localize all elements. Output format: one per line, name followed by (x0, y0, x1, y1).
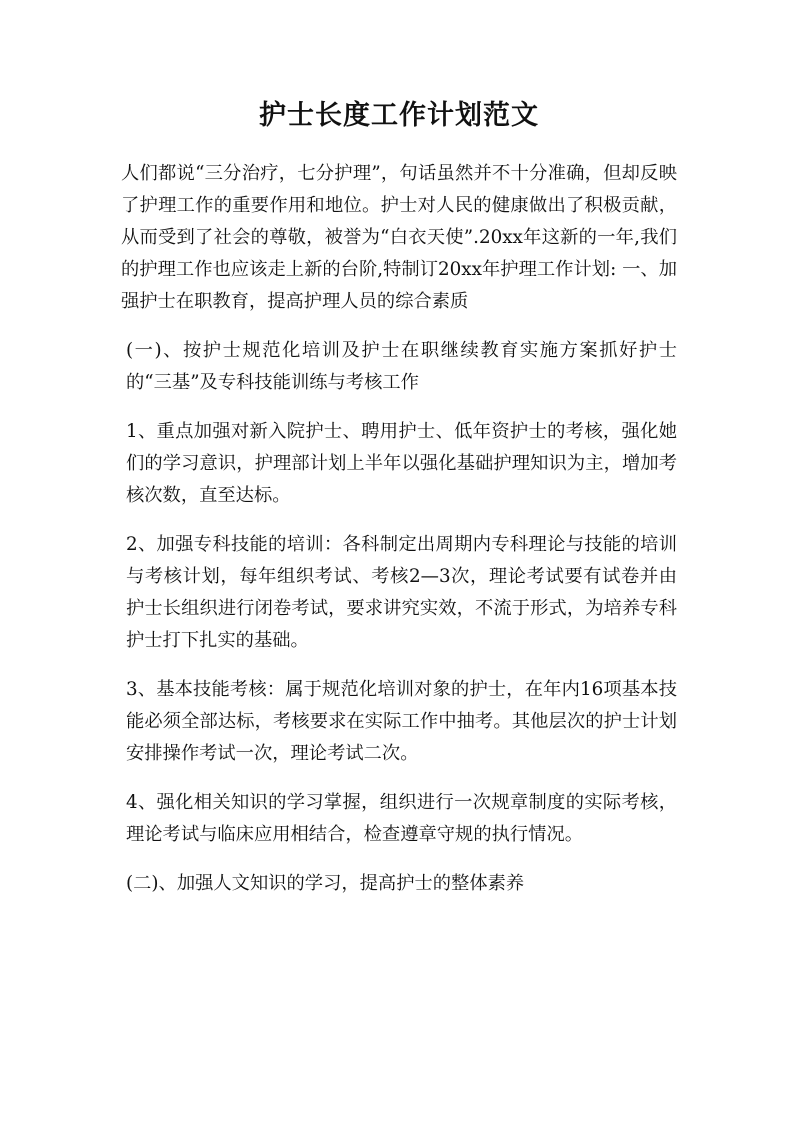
item-three-paragraph: 3、基本技能考核：属于规范化培训对象的护士，在年内16项基本技能必须全部达标，考核要求在实际工作中抽考。其他层次的护士计划安排操作考试一次，理论考试二次。 (126, 679, 677, 764)
item-two-paragraph: 2、加强专科技能的培训：各科制定出周期内专科理论与技能的培训与考核计划，每年组织考试、考核2—3次，理论考试要有试卷并由护士长组织进行闭卷考试，要求讲究实效，不流于形式，为培养专科护士打下扎实的基础。 (126, 534, 677, 651)
item-one-paragraph: 1、重点加强对新入院护士、聘用护士、低年资护士的考核，强化她们的学习意识，护理部计划上半年以强化基础护理知识为主，增加考核次数，直至达标。 (126, 421, 677, 506)
document-body (121, 96, 677, 917)
document-title: 护士长度工作计划范文 (259, 100, 539, 131)
section-two-heading: (二)、加强人文知识的学习，提高护士的整体素养 (126, 873, 525, 894)
item-four-paragraph: 4、强化相关知识的学习掌握，组织进行一次规章制度的实际考核，理论考试与临床应用相结合，检查遵章守规的执行情况。 (126, 792, 677, 845)
section-one-heading: (一)、按护士规范化培训及护士在职继续教育实施方案抓好护士的“三基”及专科技能训练与考核工作 (126, 340, 677, 393)
intro-paragraph: 人们都说“三分治疗，七分护理”，句话虽然并不十分准确，但却反映了护理工作的重要作用和地位。护士对人民的健康做出了积极贡献，从而受到了社会的尊敬，被誉为“白衣天使”.20xx年这新的一年,我们的护理工作也应该走上新的台阶,特制订20xx年护理工作计划: 一、加强护士在职教育，提高护理人员的综合素质 (121, 163, 677, 312)
